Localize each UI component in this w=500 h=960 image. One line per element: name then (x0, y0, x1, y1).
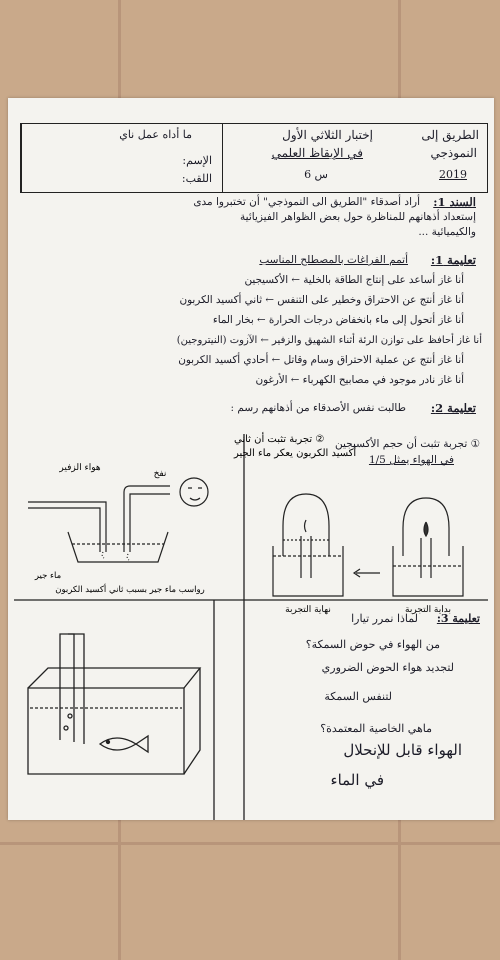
sanad-line-1: أراد أصدقاء "الطريق الى النموذجي" أن تختبروا مدى (193, 196, 420, 208)
exp1-beaker-start (393, 498, 463, 596)
task3-title: تعليمة 3: (436, 612, 480, 625)
task3-answer-1: الهواء قابل للإنحلال (343, 741, 462, 759)
task2-title: تعليمة 2: (430, 401, 476, 415)
school-subtitle: النموذجي (430, 146, 477, 160)
task3-answer-2: في الماء (330, 771, 384, 789)
exp1-end-label: نهاية التجربة (285, 605, 331, 615)
task2-prompt: طالبت نفس الأصدقاء من أذهانهم رسم : (230, 402, 406, 414)
exp2-apparatus (28, 478, 208, 562)
task1-line-5: أنا غاز أنتج عن عملية الاحتراق وسام وقاتل ← أحادي أكسيد الكربون (178, 354, 464, 366)
tile-grout-h1 (0, 842, 500, 845)
exam-sheet (8, 98, 494, 820)
sanad-line-2: إستعداد أذهانهم للمناظرة حول بعض الظواهر الفيزيائية (240, 211, 476, 223)
task1-line-3: أنا غاز أتحول إلى ماء بانخفاض درجات الحرارة ← بخار الماء (212, 314, 464, 326)
exam-grade: س 6 (304, 168, 328, 181)
task1-line-2: أنا غاز أنتج عن الاحتراق وخطير على التنفس ← ثاني أكسيد الكربون (179, 294, 464, 306)
exp2-air-label: هواء الزفير (59, 463, 101, 473)
exp2-blow-label: نفخ (153, 469, 167, 479)
exp2-caption-2: أكسيد الكربون يعكر ماء الجير (234, 448, 357, 459)
student-name-label: الإسم: (182, 154, 212, 167)
task3-line-4: لتنفس السمكة (324, 690, 392, 703)
header-right-cell (413, 124, 487, 192)
exam-header (20, 123, 488, 193)
exam-year: 2019 (439, 168, 467, 181)
task3-line-1: لماذا نمرر تيارا (351, 612, 418, 625)
student-note: ما أداه عمل ناي (119, 128, 192, 141)
task1-line-6: أنا غاز نادر موجود في مصابيح الكهرباء ← الأرغون (255, 374, 464, 386)
sanad-line-3: والكيميائية ... (418, 226, 476, 238)
task1-prompt: أتمم الفراغات بالمصطلح المناسب (259, 254, 408, 266)
task3-line-3: لتجديد هواء الحوض الضروري (321, 661, 454, 674)
header-left-cell (21, 124, 222, 192)
task3-question: ماهي الخاصية المعتمدة؟ (320, 722, 432, 735)
header-middle-cell (222, 124, 413, 192)
exam-title: إختبار الثلاثي الأول (282, 128, 373, 142)
sanad-title: السند 1: (433, 195, 476, 209)
drawings-canvas (8, 428, 494, 820)
task3-line-2: من الهواء في حوض السمكة؟ (305, 638, 440, 651)
exp1-arrow (354, 569, 380, 577)
task1-title: تعليمة 1: (430, 253, 476, 267)
school-title: الطريق إلى (421, 128, 479, 142)
exp2-water-label: ماء جير (34, 571, 62, 581)
exp1-caption-1: ① تجربة تثبت أن حجم الأكسيجين (335, 438, 480, 450)
exp2-cloudy-label: رواسب ماء جير بسبب ثاني أكسيد الكربون (55, 585, 205, 595)
exp1-caption-2: في الهواء يمثل 1/5 (368, 454, 454, 466)
fish-tank-drawing (28, 634, 200, 774)
task1-line-1: أنا غاز أساعد على إنتاج الطاقة بالخلية ← الأكسيجين (244, 274, 464, 286)
task1-line-4: أنا غاز أحافظ على توازن الرئة أثناء الشهيق والزفير ← الآزوت (النيتروجين) (176, 335, 482, 346)
exam-subject: في الإيقاظ العلمي (271, 146, 363, 160)
exp2-caption-1: ② تجربة تثبت أن ثاني (234, 434, 325, 445)
student-surname-label: اللقب: (181, 172, 212, 185)
exp1-start-label: بداية التجربة (405, 605, 451, 615)
exp1-beaker-end (273, 494, 343, 596)
